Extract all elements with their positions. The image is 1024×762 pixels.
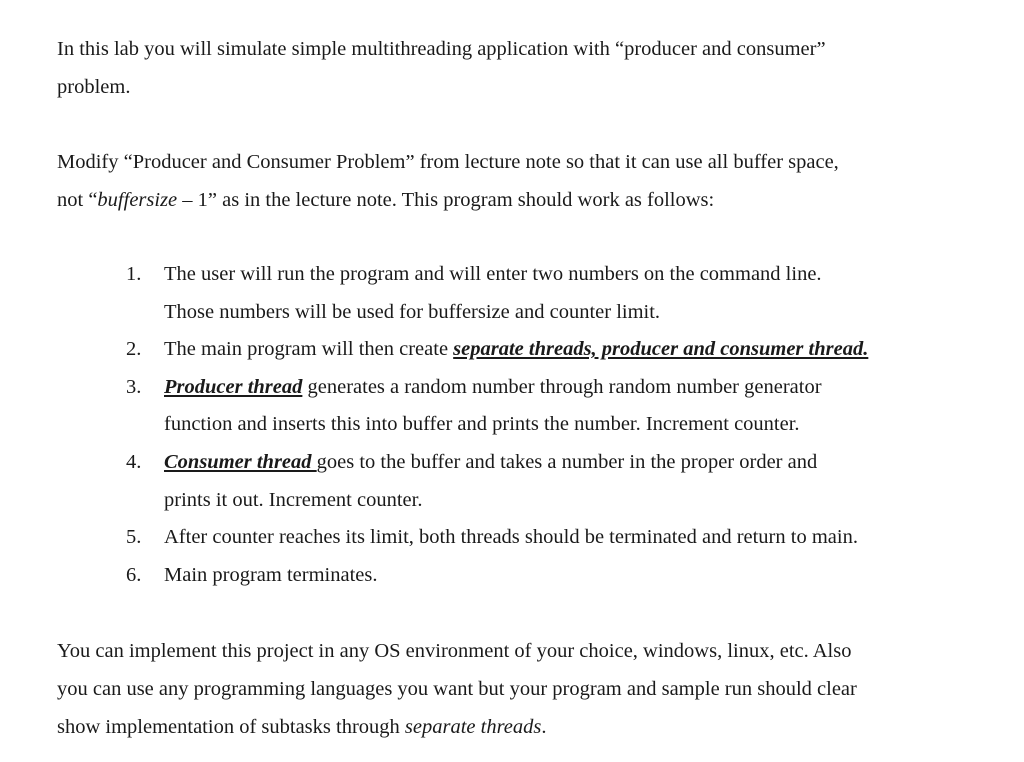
step-4-after: goes to the buffer and takes a number in the proper order and [316,450,818,473]
list-number: 1. [126,263,142,285]
producer-thread-term: Producer thread [164,375,303,398]
list-item [0,557,924,595]
step-3-after: generates a random number through random number generator [302,375,822,398]
buffersize-term: buffersize [97,189,178,211]
separate-threads-term: separate threads [404,716,542,738]
closing-line-2: you can use any programming languages you want but your program and sample run should clear [57,678,857,700]
step-1-line-1: The user will run the program and will enter two numbers on the command line. [164,263,822,285]
list-number: 6. [126,563,142,586]
step-4-line-1 [164,444,924,482]
step-5-line-1: After counter reaches its limit, both threads should be terminated and return to main. [164,526,858,549]
closing-line-3 [57,708,957,746]
closing-line-3-after: . [541,716,547,738]
consumer-thread-term: Consumer thread [164,450,317,473]
closing-line-1: You can implement this project in any OS environment of your choice, windows, linux, etc. Also [57,640,852,662]
list-item [0,519,924,557]
step-3-line-1 [164,369,924,407]
list-item [0,331,924,369]
closing-line-3-before: show implementation of subtasks through [57,716,405,738]
closing-paragraph [57,632,957,746]
step-6-line-1: Main program terminates. [164,563,378,586]
list-item [0,444,924,519]
step-4-line-2: prints it out. Increment counter. [164,488,423,511]
step-2-before: The main program will then create [164,338,454,361]
list-number: 5. [126,526,142,549]
list-number: 2. [126,338,142,361]
modify-line-2-before: not “ [57,189,98,211]
intro-paragraph [57,30,957,106]
modify-line-2 [57,181,957,219]
modify-paragraph [57,143,957,219]
intro-line-1: In this lab you will simulate simple multithreading application with “producer and consumer” [57,38,826,60]
modify-line-2-after: – 1” as in the lecture note. This program should work as follows: [177,189,715,211]
modify-line-1: Modify “Producer and Consumer Problem” from lecture note so that it can use all buffer space, [57,151,839,173]
steps-list [0,256,1024,594]
step-3-line-2: function and inserts this into buffer and prints the number. Increment counter. [164,413,800,436]
step-2-line-1 [164,331,924,369]
list-number: 4. [126,450,142,473]
list-item [0,369,924,444]
step-2-emphasis: separate threads, producer and consumer thread. [453,338,869,361]
step-1-line-2: Those numbers will be used for buffersize and counter limit. [164,300,661,323]
list-number: 3. [126,375,142,398]
list-item [0,256,924,331]
intro-line-2: problem. [57,76,131,98]
